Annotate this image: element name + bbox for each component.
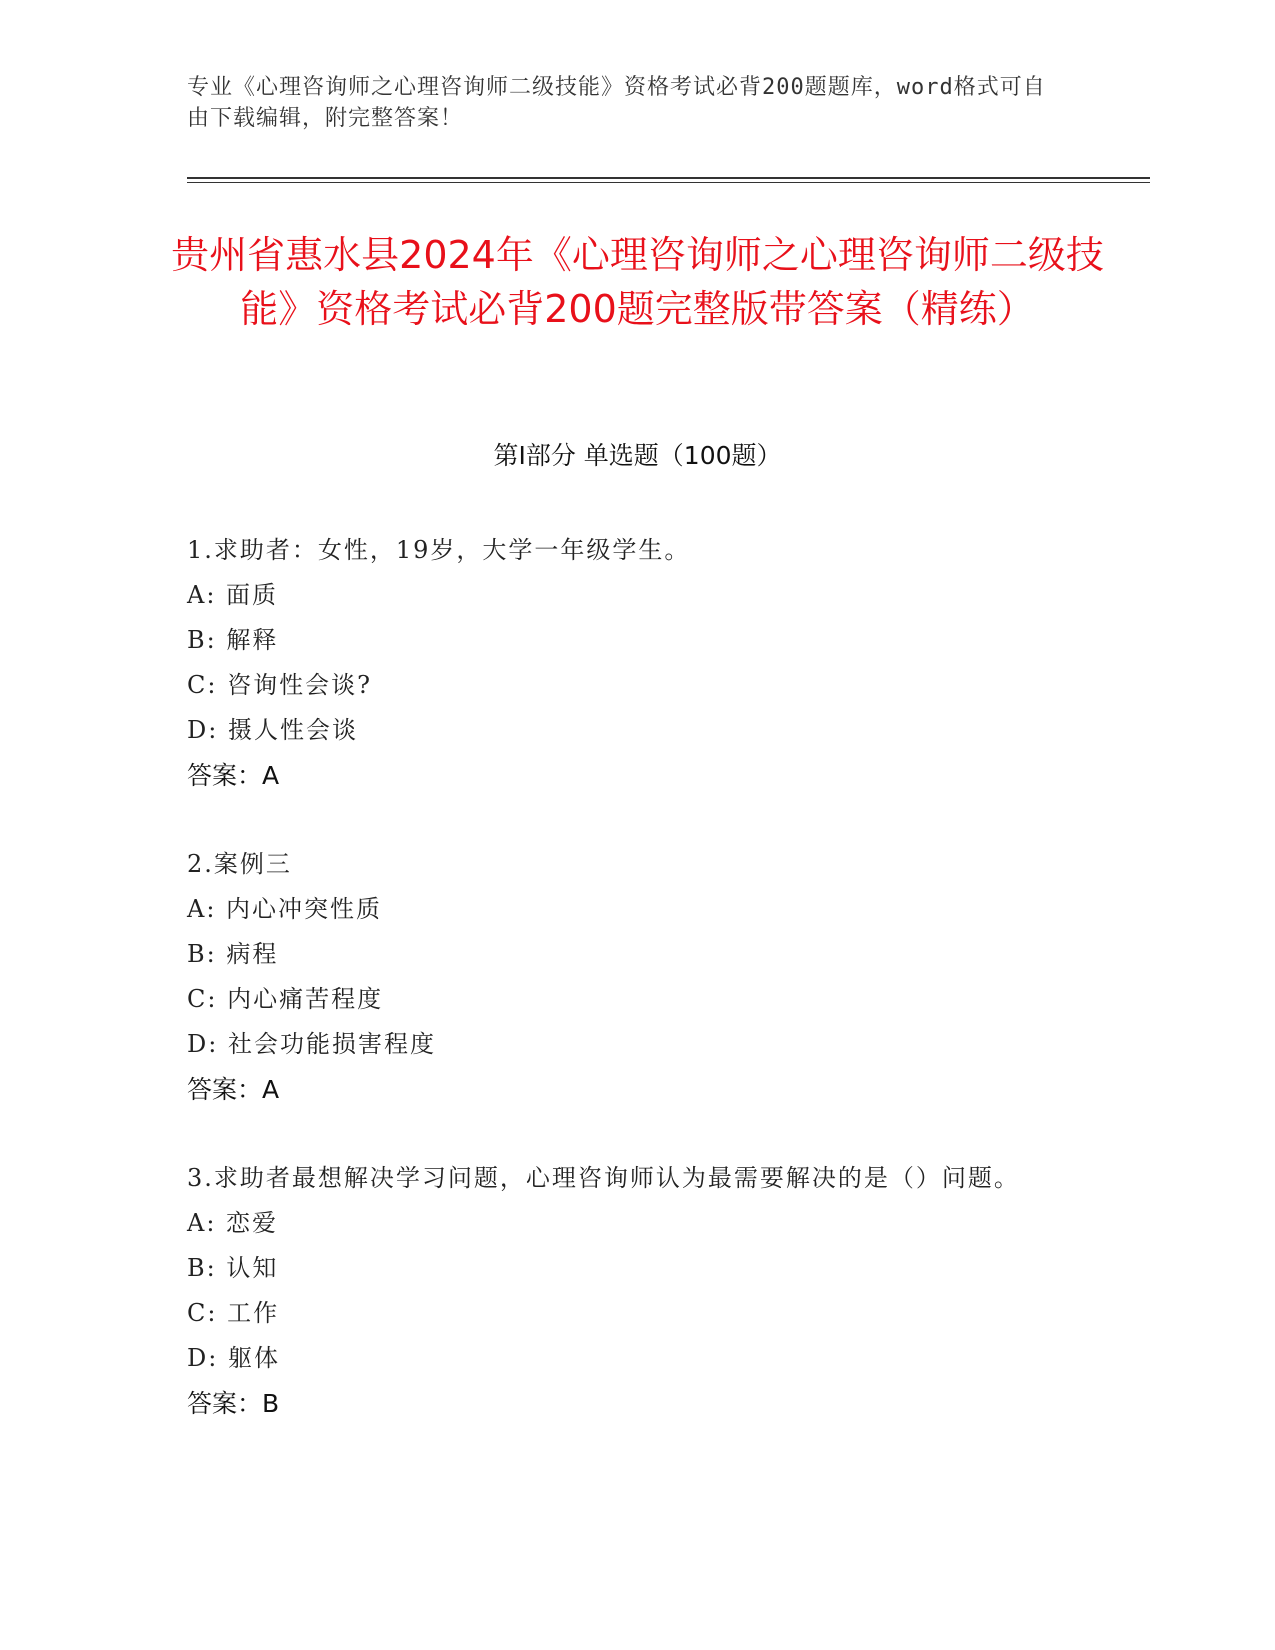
option-c: C: 工作 (187, 1299, 280, 1327)
option-b: B: 解释 (187, 626, 279, 654)
header-divider-thick (187, 177, 1150, 179)
option-d: D: 躯体 (187, 1344, 280, 1372)
question-item (187, 1156, 1067, 1426)
option-d: D: 社会功能损害程度 (187, 1030, 436, 1058)
option-b: B: 病程 (187, 940, 279, 968)
option-a: A: 面质 (187, 581, 279, 609)
header-divider-thin (187, 182, 1150, 183)
option-c: C: 内心痛苦程度 (187, 985, 384, 1013)
option-b: B: 认知 (187, 1254, 279, 1282)
header-note: 专业《心理咨询师之心理咨询师二级技能》资格考试必背200题题库，word格式可自由下载编辑，附完整答案！ (187, 75, 1046, 131)
answer: 答案：A (187, 761, 280, 790)
question-item (187, 842, 1067, 1112)
question-list (187, 528, 1067, 1470)
question-stem: 3.求助者最想解决学习问题，心理咨询师认为最需要解决的是（）问题。 (187, 1164, 1020, 1192)
question-item (187, 528, 1067, 798)
option-a: A: 内心冲突性质 (187, 895, 383, 923)
document-title: 贵州省惠水县2024年《心理咨询师之心理咨询师二级技能》资格考试必背200题完整版带答案（精练） (171, 233, 1104, 331)
section-heading: 第I部分 单选题（100题） (493, 441, 782, 470)
answer: 答案：B (187, 1389, 280, 1418)
option-c: C: 咨询性会谈? (187, 671, 372, 699)
option-d: D: 摄人性会谈 (187, 716, 358, 744)
question-stem: 2.案例三 (187, 850, 292, 878)
answer: 答案：A (187, 1075, 280, 1104)
question-stem: 1.求助者：女性，19岁，大学一年级学生。 (187, 536, 691, 564)
option-a: A: 恋爱 (187, 1209, 279, 1237)
